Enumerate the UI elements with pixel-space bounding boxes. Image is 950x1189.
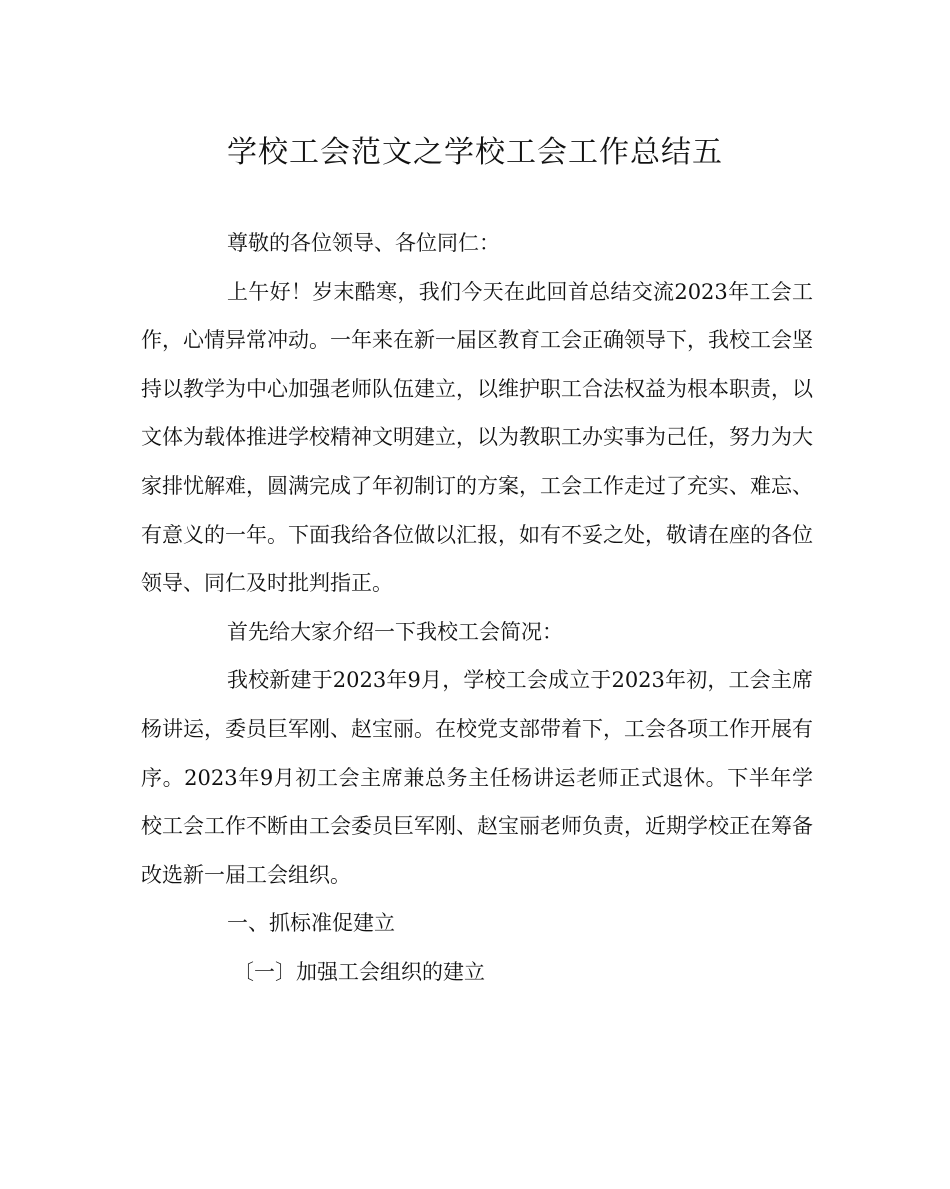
intro-paragraph: 首先给大家介绍一下我校工会简况： xyxy=(227,619,563,644)
overview-paragraph: 我校新建于2023年9月，学校工会成立于2023年初，工会主席杨讲运，委员巨军刚、赵宝丽。在校党支部带着下，工会各项工作开展有序。2023年9月初工会主席兼总务主任杨讲运老师正式退休。下半年学校工会工作不断由工会委员巨军刚、赵宝丽老师负责，近期学校正在筹备改选新一届工会组织。 xyxy=(141,668,813,887)
document-title: 学校工会范文之学校工会工作总结五 xyxy=(227,135,723,170)
subsection-heading: 〔一〕加强工会组织的建立 xyxy=(233,959,485,984)
salutation-paragraph: 尊敬的各位领导、各位同仁： xyxy=(227,231,500,255)
document-body xyxy=(141,219,813,997)
section-heading: 一、抓标准促建立 xyxy=(227,911,395,936)
greeting-paragraph: 上午好！岁末酷寒，我们今天在此回首总结交流2023年工会工作，心情异常冲动。一年来在新一届区教育工会正确领导下，我校工会坚持以教学为中心加强老师队伍建立，以维护职工合法权益为根本职责，以文体为载体推进学校精神文明建立，以为教职工办实事为己任，努力为大家排忧解难，圆满完成了年初制订的方案，工会工作走过了充实、难忘、有意义的一年。下面我给各位做以汇报，如有不妥之处，敬请在座的各位领导、同仁及时批判指正。 xyxy=(141,279,813,596)
